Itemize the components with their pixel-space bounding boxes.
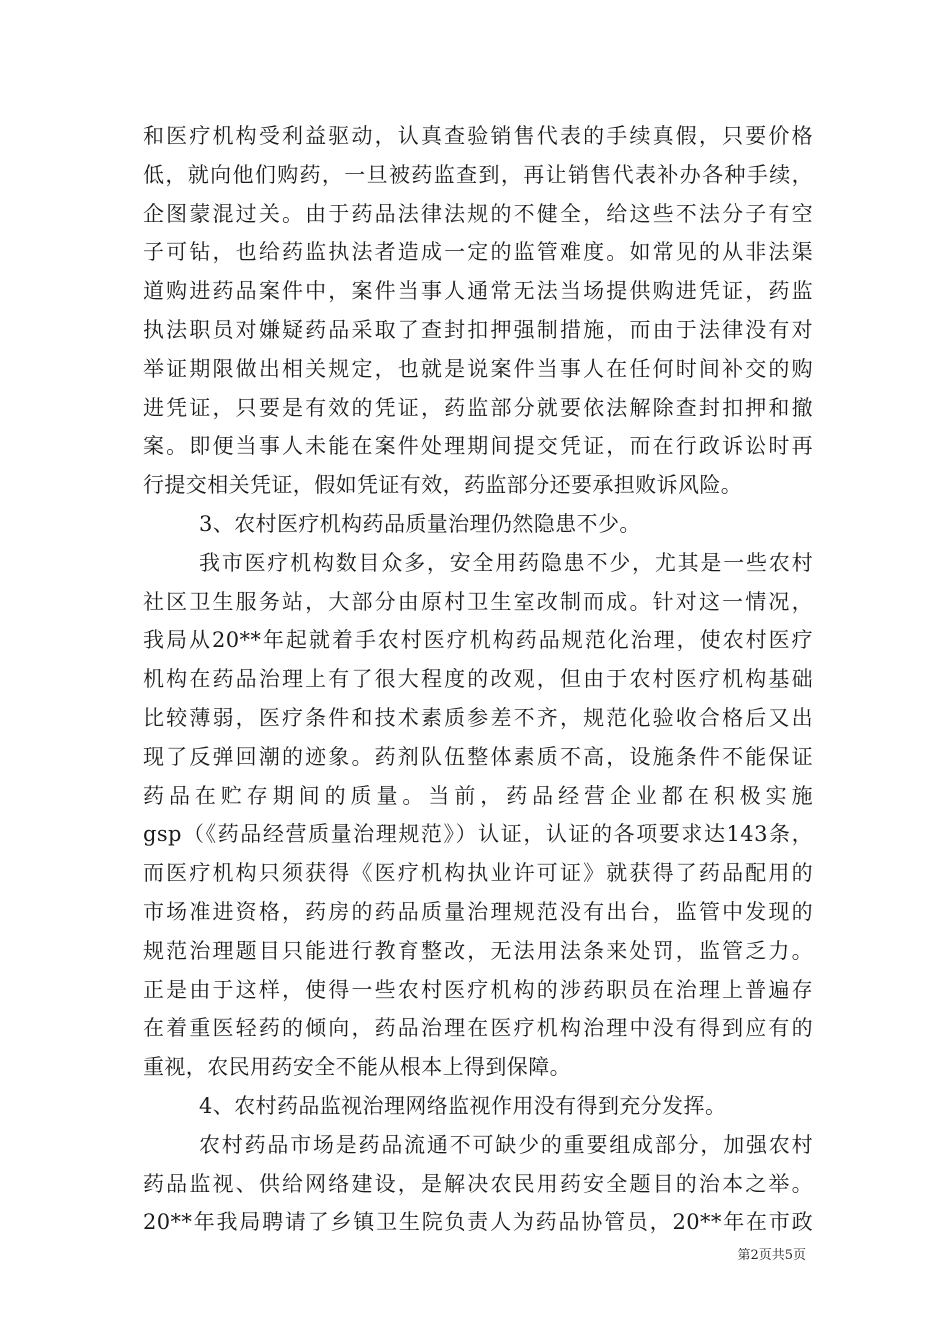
text-line: 执法职员对嫌疑药品采取了查封扣押强制措施，而由于法律没有对: [143, 317, 813, 342]
text-line: 我市医疗机构数目众多，安全用药隐患不少，尤其是一些农村: [199, 550, 813, 575]
text-line: 正是由于这样，使得一些农村医疗机构的涉药职员在治理上普遍存: [143, 977, 813, 1002]
document-body: [143, 117, 813, 1242]
text-line: 4、农村药品监视治理网络监视作用没有得到充分发挥。: [199, 1093, 727, 1118]
page-number: 第2页共5页: [737, 1248, 806, 1263]
text-line: 企图蒙混过关。由于药品法律法规的不健全，给这些不法分子有空: [143, 201, 813, 226]
text-line: 子可钻，也给药监执法者造成一定的监管难度。如常见的从非法渠: [143, 240, 813, 265]
text-line: 和医疗机构受利益驱动，认真查验销售代表的手续真假，只要价格: [143, 124, 813, 148]
text-line: 低，就向他们购药，一旦被药监查到，再让销售代表补办各种手续，: [143, 162, 813, 187]
text-line: 市场准进资格，药房的药品质量治理规范没有出台，监管中发现的: [143, 899, 813, 924]
text-line: 社区卫生服务站，大部分由原村卫生室改制而成。针对这一情况，: [143, 589, 813, 614]
text-line: 举证期限做出相关规定，也就是说案件当事人在任何时间补交的购: [143, 356, 813, 381]
text-line: 机构在药品治理上有了很大程度的改观，但由于农村医疗机构基础: [143, 667, 813, 692]
text-line: 农村药品市场是药品流通不可缺少的重要组成部分，加强农村: [199, 1132, 813, 1157]
text-line: 药品在贮存期间的质量。当前，药品经营企业都在积极实施: [143, 783, 813, 808]
text-line: 我局从20**年起就着手农村医疗机构药品规范化治理，使农村医疗: [143, 628, 813, 653]
text-line: 而医疗机构只须获得《医疗机构执业许可证》就获得了药品配用的: [143, 861, 813, 886]
text-line: 重视，农民用药安全不能从根本上得到保障。: [143, 1055, 571, 1080]
text-line: 案。即便当事人未能在案件处理期间提交凭证，而在行政诉讼时再: [143, 434, 813, 459]
text-line: 20**年我局聘请了乡镇卫生院负责人为药品协管员，20**年在市政: [143, 1210, 813, 1235]
text-line: 比较薄弱，医疗条件和技术素质参差不齐，规范化验收合格后又出: [143, 705, 813, 730]
text-line: 进凭证，只要是有效的凭证，药监部分就要依法解除查封扣押和撤: [143, 395, 813, 420]
text-line: 在着重医轻药的倾向，药品治理在医疗机构治理中没有得到应有的: [143, 1016, 813, 1041]
text-line: 药品监视、供给网络建设，是解决农民用药安全题目的治本之举。: [143, 1171, 813, 1196]
text-line: 现了反弹回潮的迹象。药剂队伍整体素质不高，设施条件不能保证: [143, 744, 813, 769]
text-line: 道购进药品案件中，案件当事人通常无法当场提供购进凭证，药监: [143, 279, 813, 304]
text-line: gsp（《药品经营质量治理规范》）认证，认证的各项要求达143条，: [143, 822, 813, 847]
text-line: 规范治理题目只能进行教育整改，无法用法条来处罚，监管乏力。: [143, 938, 813, 963]
page-footer: [0, 1244, 950, 1263]
text-line: 行提交相关凭证，假如凭证有效，药监部分还要承担败诉风险。: [143, 473, 743, 498]
text-line: 3、农村医疗机构药品质量治理仍然隐患不少。: [199, 511, 641, 536]
